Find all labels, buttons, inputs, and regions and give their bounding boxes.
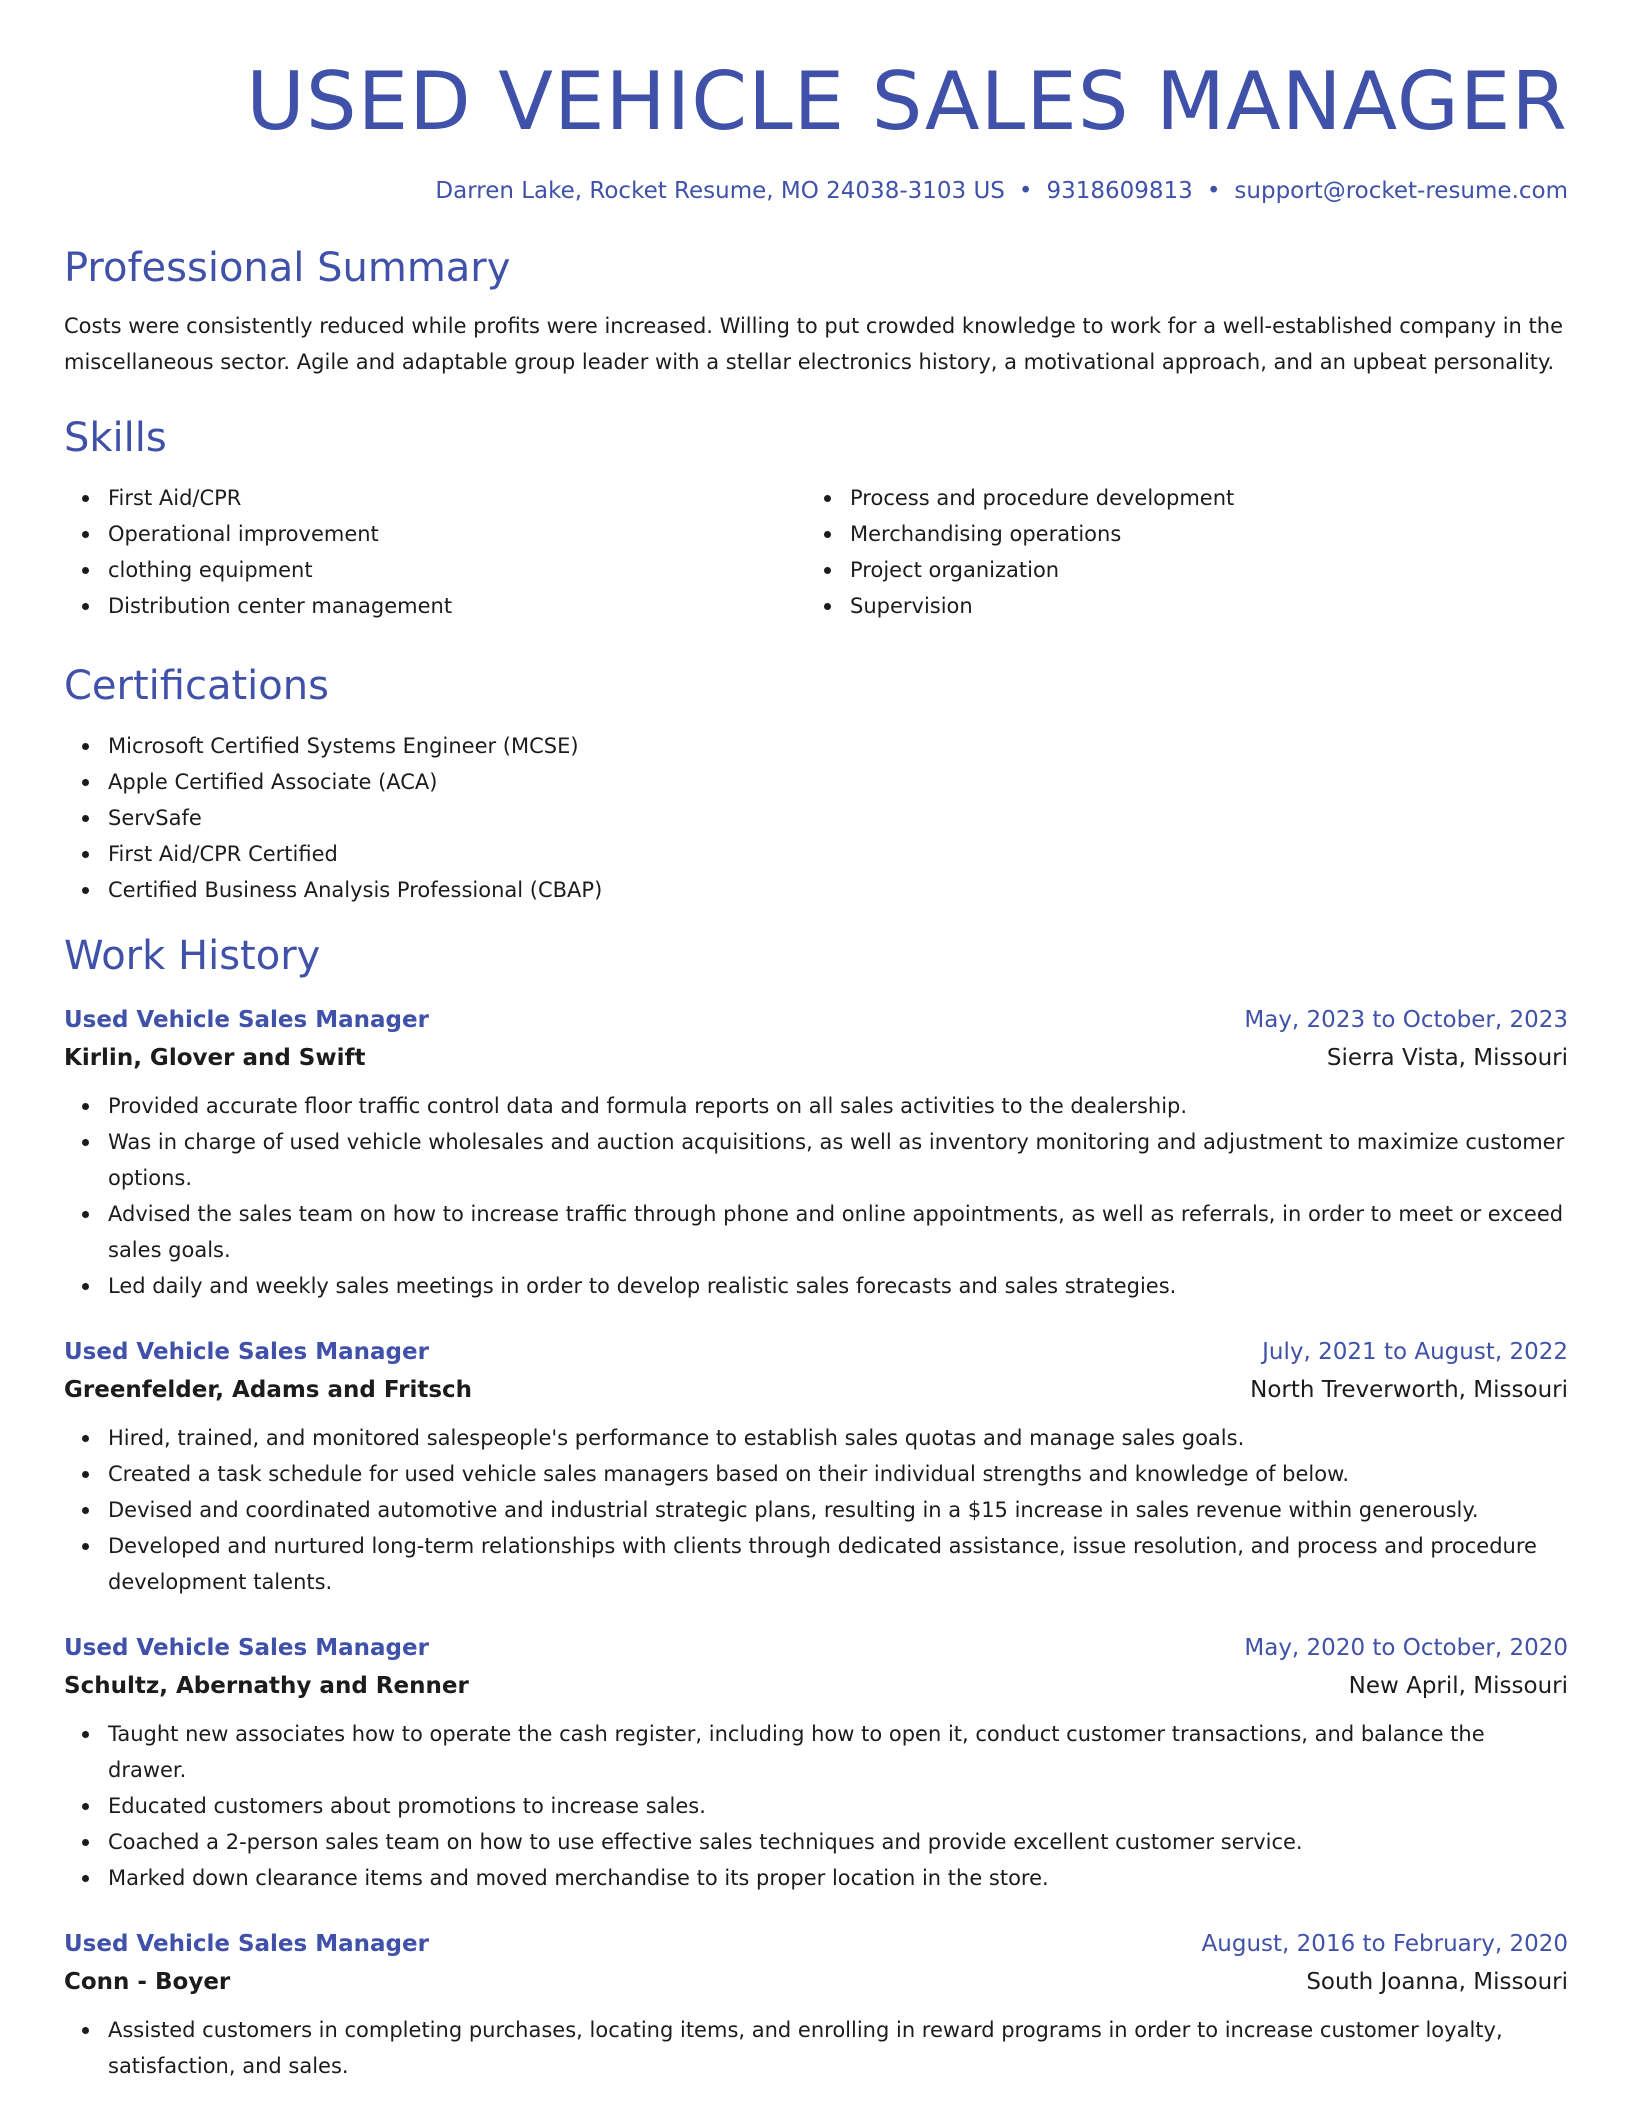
job-bullet: Educated customers about promotions to increase sales.: [108, 1788, 1568, 1824]
job-entry: [64, 1002, 1568, 1304]
contact-address: Darren Lake, Rocket Resume, MO 24038-3103 US: [435, 178, 1005, 204]
job-bullets: [64, 1716, 1568, 1896]
job-bullet: Led daily and weekly sales meetings in order to develop realistic sales forecasts and sales strategies.: [108, 1268, 1568, 1304]
job-bullet: Taught new associates how to operate the cash register, including how to open it, conduct customer transactions, and balance the drawer.: [108, 1716, 1568, 1788]
job-bullet: Assisted customers in completing purchases, locating items, and enrolling in reward programs in order to increase customer loyalty, satisfaction, and sales.: [108, 2012, 1568, 2084]
skill-item: Distribution center management: [108, 588, 806, 624]
skills-grid: [64, 480, 1568, 624]
job-location: North Treverworth, Missouri: [1250, 1377, 1568, 1403]
contact-line: [64, 176, 1568, 206]
certification-item: Apple Certified Associate (ACA): [108, 764, 1568, 800]
job-bullet: Advised the sales team on how to increase traffic through phone and online appointments, as well as referrals, in order to meet or exceed sales goals.: [108, 1196, 1568, 1268]
job-location: New April, Missouri: [1348, 1673, 1568, 1699]
certification-item: First Aid/CPR Certified: [108, 836, 1568, 872]
job-entry: [64, 1926, 1568, 2084]
skill-item: Project organization: [850, 552, 1568, 588]
job-bullet: Developed and nurtured long-term relationships with clients through dedicated assistance, issue resolution, and process and procedure development talents.: [108, 1528, 1568, 1600]
job-bullet: Marked down clearance items and moved merchandise to its proper location in the store.: [108, 1860, 1568, 1896]
job-company: Greenfelder, Adams and Fritsch: [64, 1377, 473, 1403]
job-bullets: [64, 2012, 1568, 2084]
certification-item: Microsoft Certified Systems Engineer (MCSE): [108, 728, 1568, 764]
job-bullet: Provided accurate floor traffic control data and formula reports on all sales activities to the dealership.: [108, 1088, 1568, 1124]
job-bullet: Created a task schedule for used vehicle sales managers based on their individual strengths and knowledge of below.: [108, 1456, 1568, 1492]
job-dates: May, 2020 to October, 2020: [1244, 1635, 1568, 1661]
certification-item: Certified Business Analysis Professional (CBAP): [108, 872, 1568, 908]
work-history-heading: Work History: [64, 933, 321, 979]
skill-item: First Aid/CPR: [108, 480, 806, 516]
certifications-list: [64, 728, 1568, 908]
job-title: Used Vehicle Sales Manager: [64, 1007, 429, 1033]
job-company: Kirlin, Glover and Swift: [64, 1045, 366, 1071]
job-entry: [64, 1630, 1568, 1896]
job-title: Used Vehicle Sales Manager: [64, 1635, 429, 1661]
skills-heading: Skills: [64, 415, 167, 461]
skills-list-left: [64, 480, 806, 624]
summary-heading: Professional Summary: [64, 245, 511, 291]
job-location: Sierra Vista, Missouri: [1326, 1045, 1568, 1071]
job-entry: [64, 1334, 1568, 1600]
job-company: Conn - Boyer: [64, 1969, 231, 1995]
skill-item: clothing equipment: [108, 552, 806, 588]
job-title: Used Vehicle Sales Manager: [64, 1931, 429, 1957]
job-company: Schultz, Abernathy and Renner: [64, 1673, 469, 1699]
job-location: South Joanna, Missouri: [1306, 1969, 1568, 1995]
job-bullets: [64, 1088, 1568, 1304]
contact-phone: 9318609813: [1046, 178, 1193, 204]
certifications-heading: Certifications: [64, 663, 329, 709]
skills-list-right: [806, 480, 1568, 624]
job-bullets: [64, 1420, 1568, 1600]
job-bullet: Coached a 2-person sales team on how to use effective sales techniques and provide excellent customer service.: [108, 1824, 1568, 1860]
job-dates: May, 2023 to October, 2023: [1244, 1007, 1568, 1033]
job-bullet: Was in charge of used vehicle wholesales and auction acquisitions, as well as inventory monitoring and adjustment to maximize customer options.: [108, 1124, 1568, 1196]
skill-item: Process and procedure development: [850, 480, 1568, 516]
job-bullet: Hired, trained, and monitored salespeople's performance to establish sales quotas and manage sales goals.: [108, 1420, 1568, 1456]
skill-item: Operational improvement: [108, 516, 806, 552]
contact-separator: •: [1018, 178, 1033, 204]
job-dates: August, 2016 to February, 2020: [1201, 1931, 1568, 1957]
skill-item: Merchandising operations: [850, 516, 1568, 552]
contact-email[interactable]: support@rocket-resume.com: [1234, 178, 1568, 204]
summary-text: Costs were consistently reduced while profits were increased. Willing to put crowded knowledge to work for a well-established company in the miscellaneous sector. Agile and adaptable group leader with a stellar electronics history, a motivational approach, and an upbeat personality.: [64, 314, 1563, 374]
resume-title: USED VEHICLE SALES MANAGER: [246, 55, 1568, 148]
job-title: Used Vehicle Sales Manager: [64, 1339, 429, 1365]
certification-item: ServSafe: [108, 800, 1568, 836]
job-bullet: Devised and coordinated automotive and industrial strategic plans, resulting in a $15 increase in sales revenue within generously.: [108, 1492, 1568, 1528]
skill-item: Supervision: [850, 588, 1568, 624]
job-dates: July, 2021 to August, 2022: [1262, 1339, 1568, 1365]
contact-separator: •: [1206, 178, 1221, 204]
